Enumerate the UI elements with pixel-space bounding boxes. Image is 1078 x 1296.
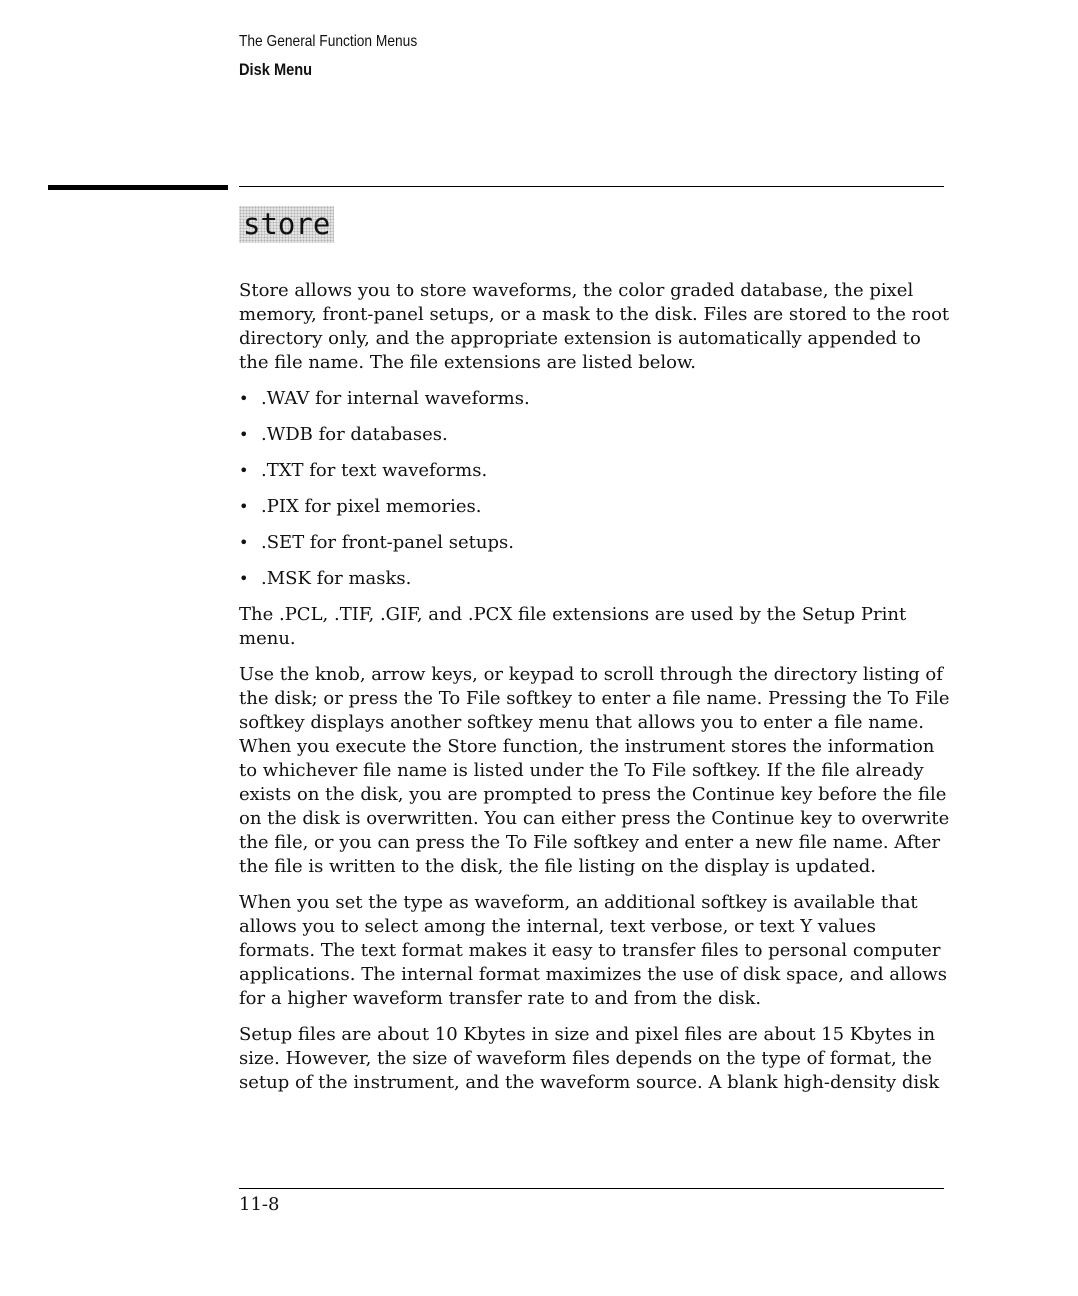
bullet-icon: • — [239, 461, 249, 480]
chapter-title: The General Function Menus — [239, 33, 418, 50]
list-item — [239, 423, 951, 447]
list-item-text: .SET for front-panel setups. — [261, 532, 514, 553]
bullet-icon: • — [239, 425, 249, 444]
extension-list — [239, 387, 951, 591]
list-item-text: .PIX for pixel memories. — [261, 496, 482, 517]
bullet-icon: • — [239, 533, 249, 552]
list-item — [239, 531, 951, 555]
footer-rule — [239, 1188, 944, 1189]
section-title: Disk Menu — [239, 60, 313, 79]
list-item — [239, 495, 951, 519]
list-item-text: .WAV for internal waveforms. — [261, 388, 530, 409]
intro-paragraph: Store allows you to store waveforms, the color graded database, the pixel memory, front-panel setups, or a mask to the disk. Files are stored to the root directory only, and the appropriate extension is automatically appended to the file name. The file extensions are listed below. — [239, 280, 950, 373]
paragraph: The .PCL, .TIF, .GIF, and .PCX file extensions are used by the Setup Print menu. — [239, 604, 907, 649]
paragraph: When you set the type as waveform, an additional softkey is available that allows you to select among the internal, text verbose, or text Y values formats. The text format makes it easy to transfer files to personal computer applications. The internal format maximizes the use of disk space, and allows for a higher waveform transfer rate to and from the disk. — [239, 892, 948, 1009]
page-number: 11-8 — [239, 1194, 280, 1215]
paragraph: Setup files are about 10 Kbytes in size and pixel files are about 15 Kbytes in size. However, the size of waveform files depends on the type of format, the setup of the instrument, and the waveform source. A blank high-density disk — [239, 1024, 940, 1093]
list-item — [239, 387, 951, 411]
section-rule-thick — [48, 185, 228, 190]
bullet-icon: • — [239, 569, 249, 588]
running-head — [239, 31, 446, 81]
paragraph: Use the knob, arrow keys, or keypad to scroll through the directory listing of the disk; or press the To File softkey to enter a file name. Pressing the To File softkey displays another softkey menu that allows you to enter a file name. When you execute the Store function, the instrument stores the information to whichever file name is listed under the To File softkey. If the file already exists on the disk, you are prompted to press the Continue key before the file on the disk is overwritten. You can either press the Continue key to overwrite the file, or you can press the To File softkey and enter a new file name. After the file is written to the disk, the file listing on the display is updated. — [239, 664, 950, 877]
list-item — [239, 459, 951, 483]
bullet-icon: • — [239, 497, 249, 516]
list-item — [239, 567, 951, 591]
section-rule-thin — [239, 186, 944, 187]
list-item-text: .MSK for masks. — [261, 568, 412, 589]
bullet-icon: • — [239, 389, 249, 408]
list-item-text: .WDB for databases. — [261, 424, 448, 445]
list-item-text: .TXT for text waveforms. — [261, 460, 488, 481]
store-key-title: store — [239, 206, 334, 243]
body-text — [239, 279, 951, 1107]
